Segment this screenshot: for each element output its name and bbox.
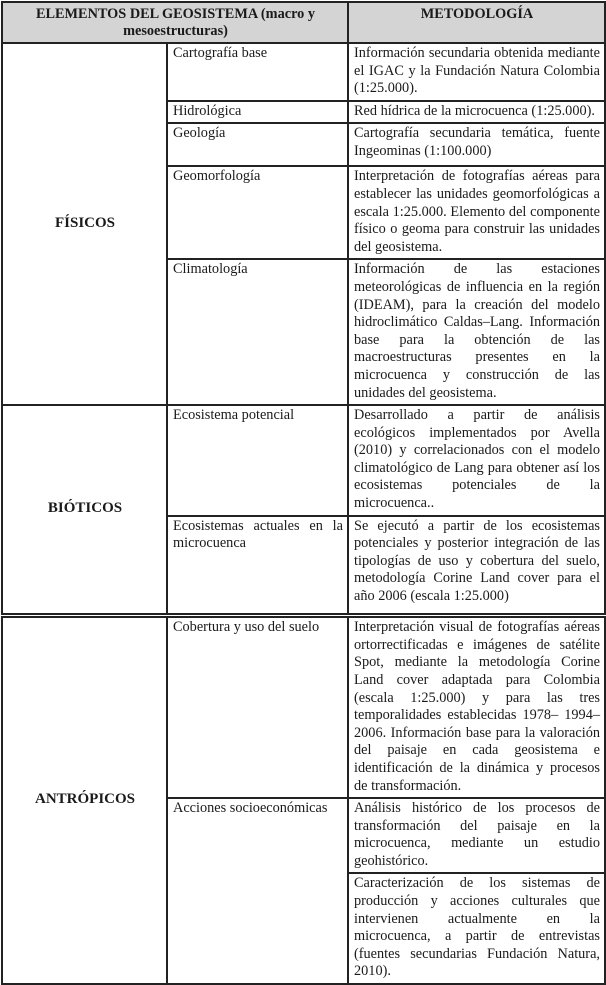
header-row (2, 2, 605, 43)
methodology-cell: Caracterización de los sistemas de producción y acciones culturales que intervienen actualmente en la microcuenca, a partir de entrevistas (fuentes secundarias Fundación Natura, 2010). (348, 873, 605, 984)
methodology-cell: Información de las estaciones meteorológicas de influencia en la región (IDEAM), para la creación del modelo hidroclimático Caldas–Lang. Información base para la obtención de las macroestructuras presentes en la microcuenca y construcción de las unidades del geosistema. (348, 259, 605, 405)
element-cell: Cobertura y uso del suelo (167, 616, 348, 798)
methodology-cell: Interpretación visual de fotografías aéreas ortorrectificadas e imágenes de satélite Spot, mediante la metodología Corine Land cover adaptada para Colombia (escala 1:25.000) y para las tres temporalidades establecidas 1978– 1994–2006. Información base para la valoración del paisaje en cada geosistema e identificación de la dinámica y procesos de transformación. (348, 616, 605, 798)
element-cell: Hidrológica (167, 101, 348, 124)
group-bioticos: BIÓTICOS (2, 405, 167, 616)
group-fisicos: FÍSICOS (2, 43, 167, 405)
element-cell: Cartografía base (167, 43, 348, 101)
methodology-cell: Interpretación de fotografías aéreas para establecer las unidades geomorfológicas a escala 1:25.000. Elemento del componente físico o geoma para construir las unidades del geosistema. (348, 166, 605, 259)
methodology-cell: Información secundaria obtenida mediante el IGAC y la Fundación Natura Colombia (1:25.000). (348, 43, 605, 101)
table-row (2, 616, 605, 798)
element-cell: Acciones socioeconómicas (167, 798, 348, 984)
methodology-cell: Red hídrica de la microcuenca (1:25.000). (348, 101, 605, 124)
element-cell: Geomorfología (167, 166, 348, 259)
methodology-cell: Cartografía secundaria temática, fuente Ingeominas (1:100.000) (348, 123, 605, 166)
methodology-cell: Análisis histórico de los procesos de transformación del paisaje en la microcuenca, mediante un estudio geohistórico. (348, 798, 605, 873)
methodology-cell: Se ejecutó a partir de los ecosistemas potenciales y posterior integración de las tipologías de uso y cobertura del suelo, metodología Corine Land cover para el año 2006 (escala 1:25.000) (348, 516, 605, 616)
element-cell: Ecosistema potencial (167, 405, 348, 516)
element-cell: Geología (167, 123, 348, 166)
element-cell: Ecosistemas actuales en la microcuenca (167, 516, 348, 616)
methodology-cell: Desarrollado a partir de análisis ecológicos implementados por Avella (2010) y correlacionados con el modelo climatológico de Lang para obtener así los ecosistemas potenciales de la microcuenca.. (348, 405, 605, 516)
header-methodology: METODOLOGÍA (348, 2, 605, 43)
element-cell: Climatología (167, 259, 348, 405)
group-antropicos: ANTRÓPICOS (2, 616, 167, 984)
geosystem-methodology-table (1, 1, 606, 985)
table-row (2, 405, 605, 516)
header-elements: ELEMENTOS DEL GEOSISTEMA (macro y mesoestructuras) (2, 2, 348, 43)
table-row (2, 43, 605, 101)
